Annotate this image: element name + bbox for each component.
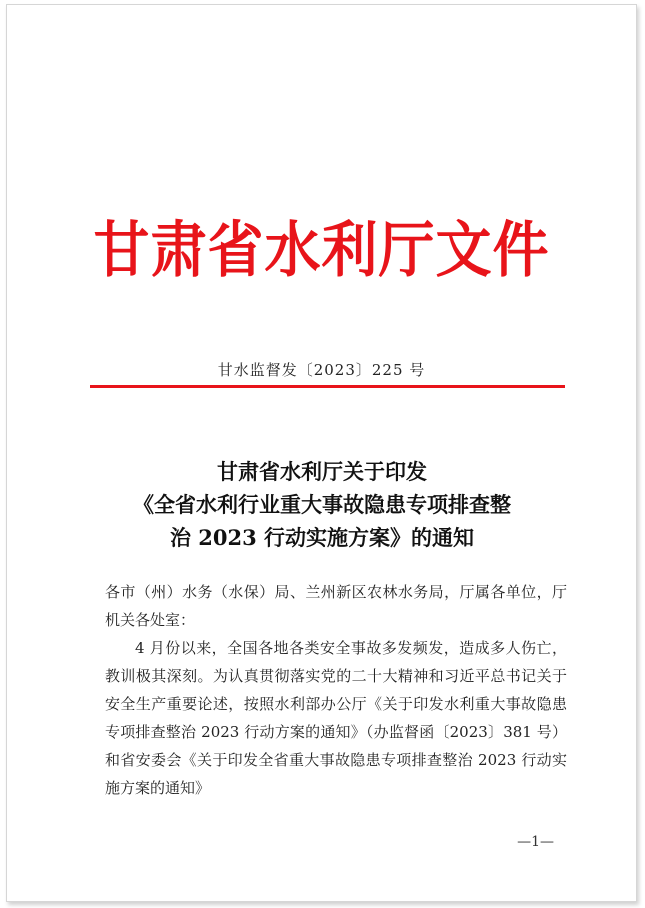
document-header-title: 甘肃省水利厅文件: [93, 214, 550, 286]
addressee-paragraph: 各市（州）水务（水保）局、兰州新区农林水务局，厅属各单位，厅机关各处室：: [105, 583, 567, 629]
notice-title: [67, 455, 577, 554]
notice-title-line: 甘肃省水利厅关于印发: [217, 459, 427, 484]
notice-title-line: 治 2023 行动实施方案》的通知: [169, 525, 475, 550]
body-paragraph: 4 月份以来，全国各地各类安全事故多发频发，造成多人伤亡，教训极其深刻。为认真贯彻落实党的二十大精神和习近平总书记关于安全生产重要论述，按照水利部办公厅《关于印发水利重大事故隐患专项排查整治 2023 行动方案的通知》（办监督函〔2023〕381 号）和省安委会《关于印发全省重大事故隐患专项排查整治 2023 行动实施方案的通知》: [105, 639, 567, 797]
red-separator-rule: [90, 385, 565, 388]
notice-title-line: 《全省水利行业重大事故隐患专项排查整: [133, 492, 511, 517]
document-page: [6, 4, 637, 902]
document-number: 甘水监督发〔2023〕225 号: [217, 361, 426, 379]
page-number: —1—: [517, 834, 554, 850]
notice-body: [105, 578, 567, 802]
